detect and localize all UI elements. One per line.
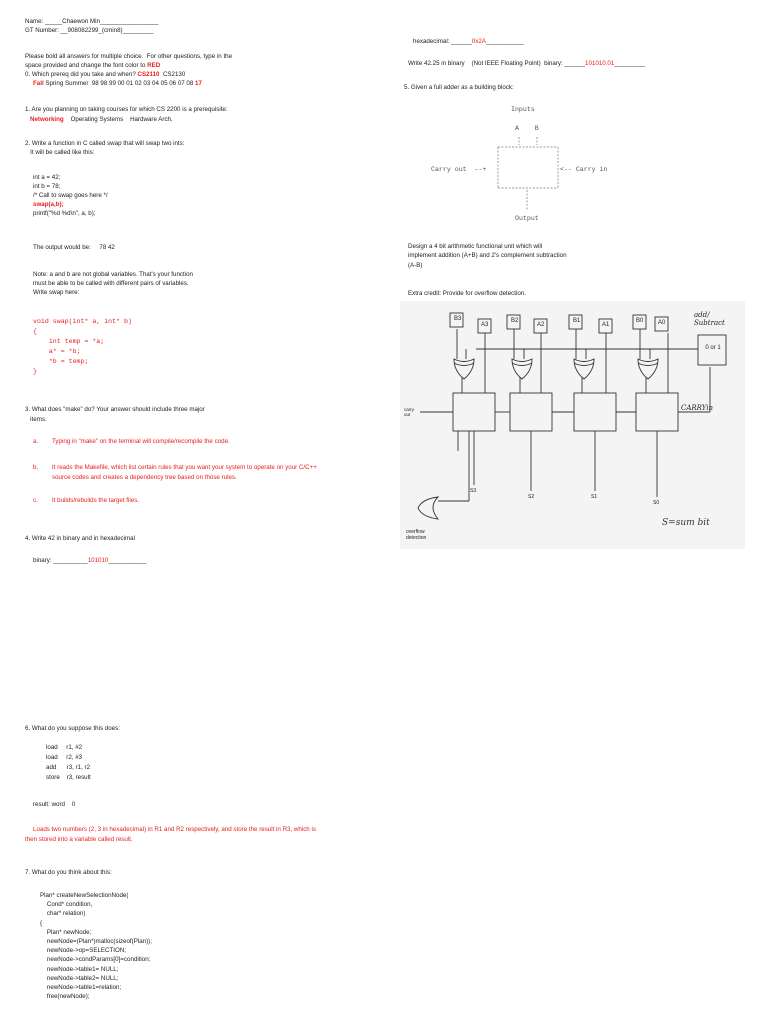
q4-hexadecimal: hexadecimal: ______0x2A___________ [413,38,524,45]
q6-code-line: load r2, #3 [46,754,83,761]
carry-out-label: carry out [404,407,414,417]
a-input-label: A2 [537,322,545,328]
q7-prompt: 7. What do you think about this: [25,869,112,876]
fa-inputs-label: Inputs [511,106,535,113]
q2-note: must be able to be called with different pairs of variables. [33,280,189,287]
q7-code-line: Cond* condition, [40,901,93,908]
q0-prompt: 0. Which prereq did you take and when? CS2110 CS2130 [25,71,186,78]
a-input-label: A0 [658,320,666,326]
design-prompt: implement addition (A+B) and 2's complement subtraction [408,252,567,259]
q2-note: Write swap here: [33,289,80,296]
q3-b-answer: It reads the Makefile, which list certain rules that you want your system to operate on your C/C++ [52,464,317,471]
sum-output-label: S2 [528,494,535,500]
q3-a-answer: Typing in "make" on the terminal will compile/recompile the code. [52,438,230,445]
q1-prompt: 1. Are you planning on taking courses for which CS 2200 is a prerequisite: [25,106,228,113]
swap-answer-line: void swap(int* a, int* b) [33,318,132,325]
q2-prompt: 2. Write a function in C called swap that will swap two ints: [25,140,185,147]
overflow-detection-label: overflow detection [406,529,427,541]
instructions-line1: Please bold all answers for multiple choice. For other questions, type in the [25,53,233,60]
a-input-label: A1 [602,322,610,328]
q4-binary: binary: __________101010___________ [33,557,147,564]
b-input-label: B0 [636,318,644,324]
q7-code-line: free(newNode); [40,993,90,1000]
carry-in-label: CARRYin [681,404,713,412]
fa-output-label: Output [515,215,539,222]
q3-prompt2: items. [25,416,47,423]
q7-code-line: Plan* newNode; [40,929,92,936]
q6-code-line: store r3, result [46,774,91,781]
fa-carry-out-label: Carry out --+ [431,166,487,173]
q3-c-label: c. [33,497,38,504]
swap-answer-line: int temp = *a; [33,338,105,345]
q2-code-line: int b = 78; [33,183,61,190]
q2-output: The output would be: 78 42 [33,244,115,251]
design-prompt: Design a 4 bit arithmetic functional unit which will [408,243,543,250]
q3-prompt: 3. What does "make" do? Your answer should include three major [25,406,205,413]
sum-output-label: S1 [591,494,598,500]
q2-note: Note: a and b are not global variables. That's your function [33,271,193,278]
q7-code-line: char* relation) [40,910,86,917]
swap-answer-line: a* = *b; [33,348,81,355]
q4-prompt: 4. Write 42 in binary and in hexadecimal [25,535,135,542]
swap-answer-line: *b = temp; [33,358,89,365]
diagram-wiring [400,301,745,549]
q4-fraction-binary: Write 42.25 in binary (Not IEEE Floating Point) binary: ______101010.01_________ [408,60,646,67]
adder-subtractor-diagram [400,301,745,549]
q1-options: Networking Operating Systems Hardware Arch. [30,116,173,123]
q3-b-label: b. [33,464,39,471]
sum-output-label: S3 [470,488,477,494]
add-subtract-label: add/ Subtract [694,311,725,327]
q3-a-label: a. [33,438,39,445]
q7-code-line: Plan* createNewSelectionNode( [40,892,129,899]
a-input-label: A3 [481,322,489,328]
q0-semesters: Fall Spring Summer 98 98 99 00 01 02 03 04 05 06 07 08 17 [33,80,202,87]
q2-code-answer: swap(a,b); [33,201,64,208]
q7-code-line: newNode->op=SELECTION; [40,947,126,954]
q6-code-line: add r3, r1, r2 [46,764,91,771]
q6-code-line: result: word 0 [33,801,76,808]
q7-code-line: newNode->table2= NULL; [40,975,119,982]
b-input-label: B3 [454,316,462,322]
fa-carry-in-label: <-- Carry in [560,166,608,173]
q2-prompt2: It will be called like this: [25,149,95,156]
design-prompt: (A-B) [408,262,423,269]
q2-code-line: /* Call to swap goes here */ [33,192,108,199]
sum-output-label: S0 [653,500,660,506]
q6-answer-cont: then stored into a variable called result. [25,836,133,843]
q7-code-line: newNode=(Plan*)malloc(sizeof(Plan)); [40,938,152,945]
q7-code-line: newNode->table1=relation; [40,984,122,991]
q6-answer: Loads two numbers (2, 3 in hexadecimal) in R1 and R2 respectively, and store the result in R3, which is [33,826,316,833]
q2-code-line: int a = 42; [33,174,61,181]
gt-number-line: GT Number: __908082299_(cmin8)_________ [25,27,154,34]
q7-code-line: newNode->condParams[0]=condition; [40,956,151,963]
full-adder-ascii-box [480,130,630,220]
extra-credit: Extra credit: Provide for overflow detection. [408,290,526,297]
q3-b-answer-cont: source codes and creates a dependency tree based on those rules. [52,474,237,481]
q2-code-line: printf("%d %d\n", a, b); [33,210,96,217]
q6-prompt: 6. What do you suppose this does: [25,725,120,732]
q7-code-line: { [40,920,43,927]
b-input-label: B1 [573,318,581,324]
fa-ab-label: A B [515,125,539,132]
instructions-line2: space provided and change the font color to RED [25,62,161,69]
q5-prompt: 5. Given a full adder as a building block: [404,84,514,91]
q3-c-answer: It builds/rebuilds the target files. [52,497,140,504]
name-line: Name: _____Chaewon Min_________________ [25,18,159,25]
swap-answer-line: { [33,328,37,335]
sum-bit-legend: S=sum bit [662,518,710,528]
q6-code-line: load r1, #2 [46,744,83,751]
zero-or-one-label: 0 or 1 [705,345,721,351]
b-input-label: B2 [511,318,519,324]
swap-answer-line: } [33,368,37,375]
q7-code-line: newNode->table1= NULL; [40,966,119,973]
